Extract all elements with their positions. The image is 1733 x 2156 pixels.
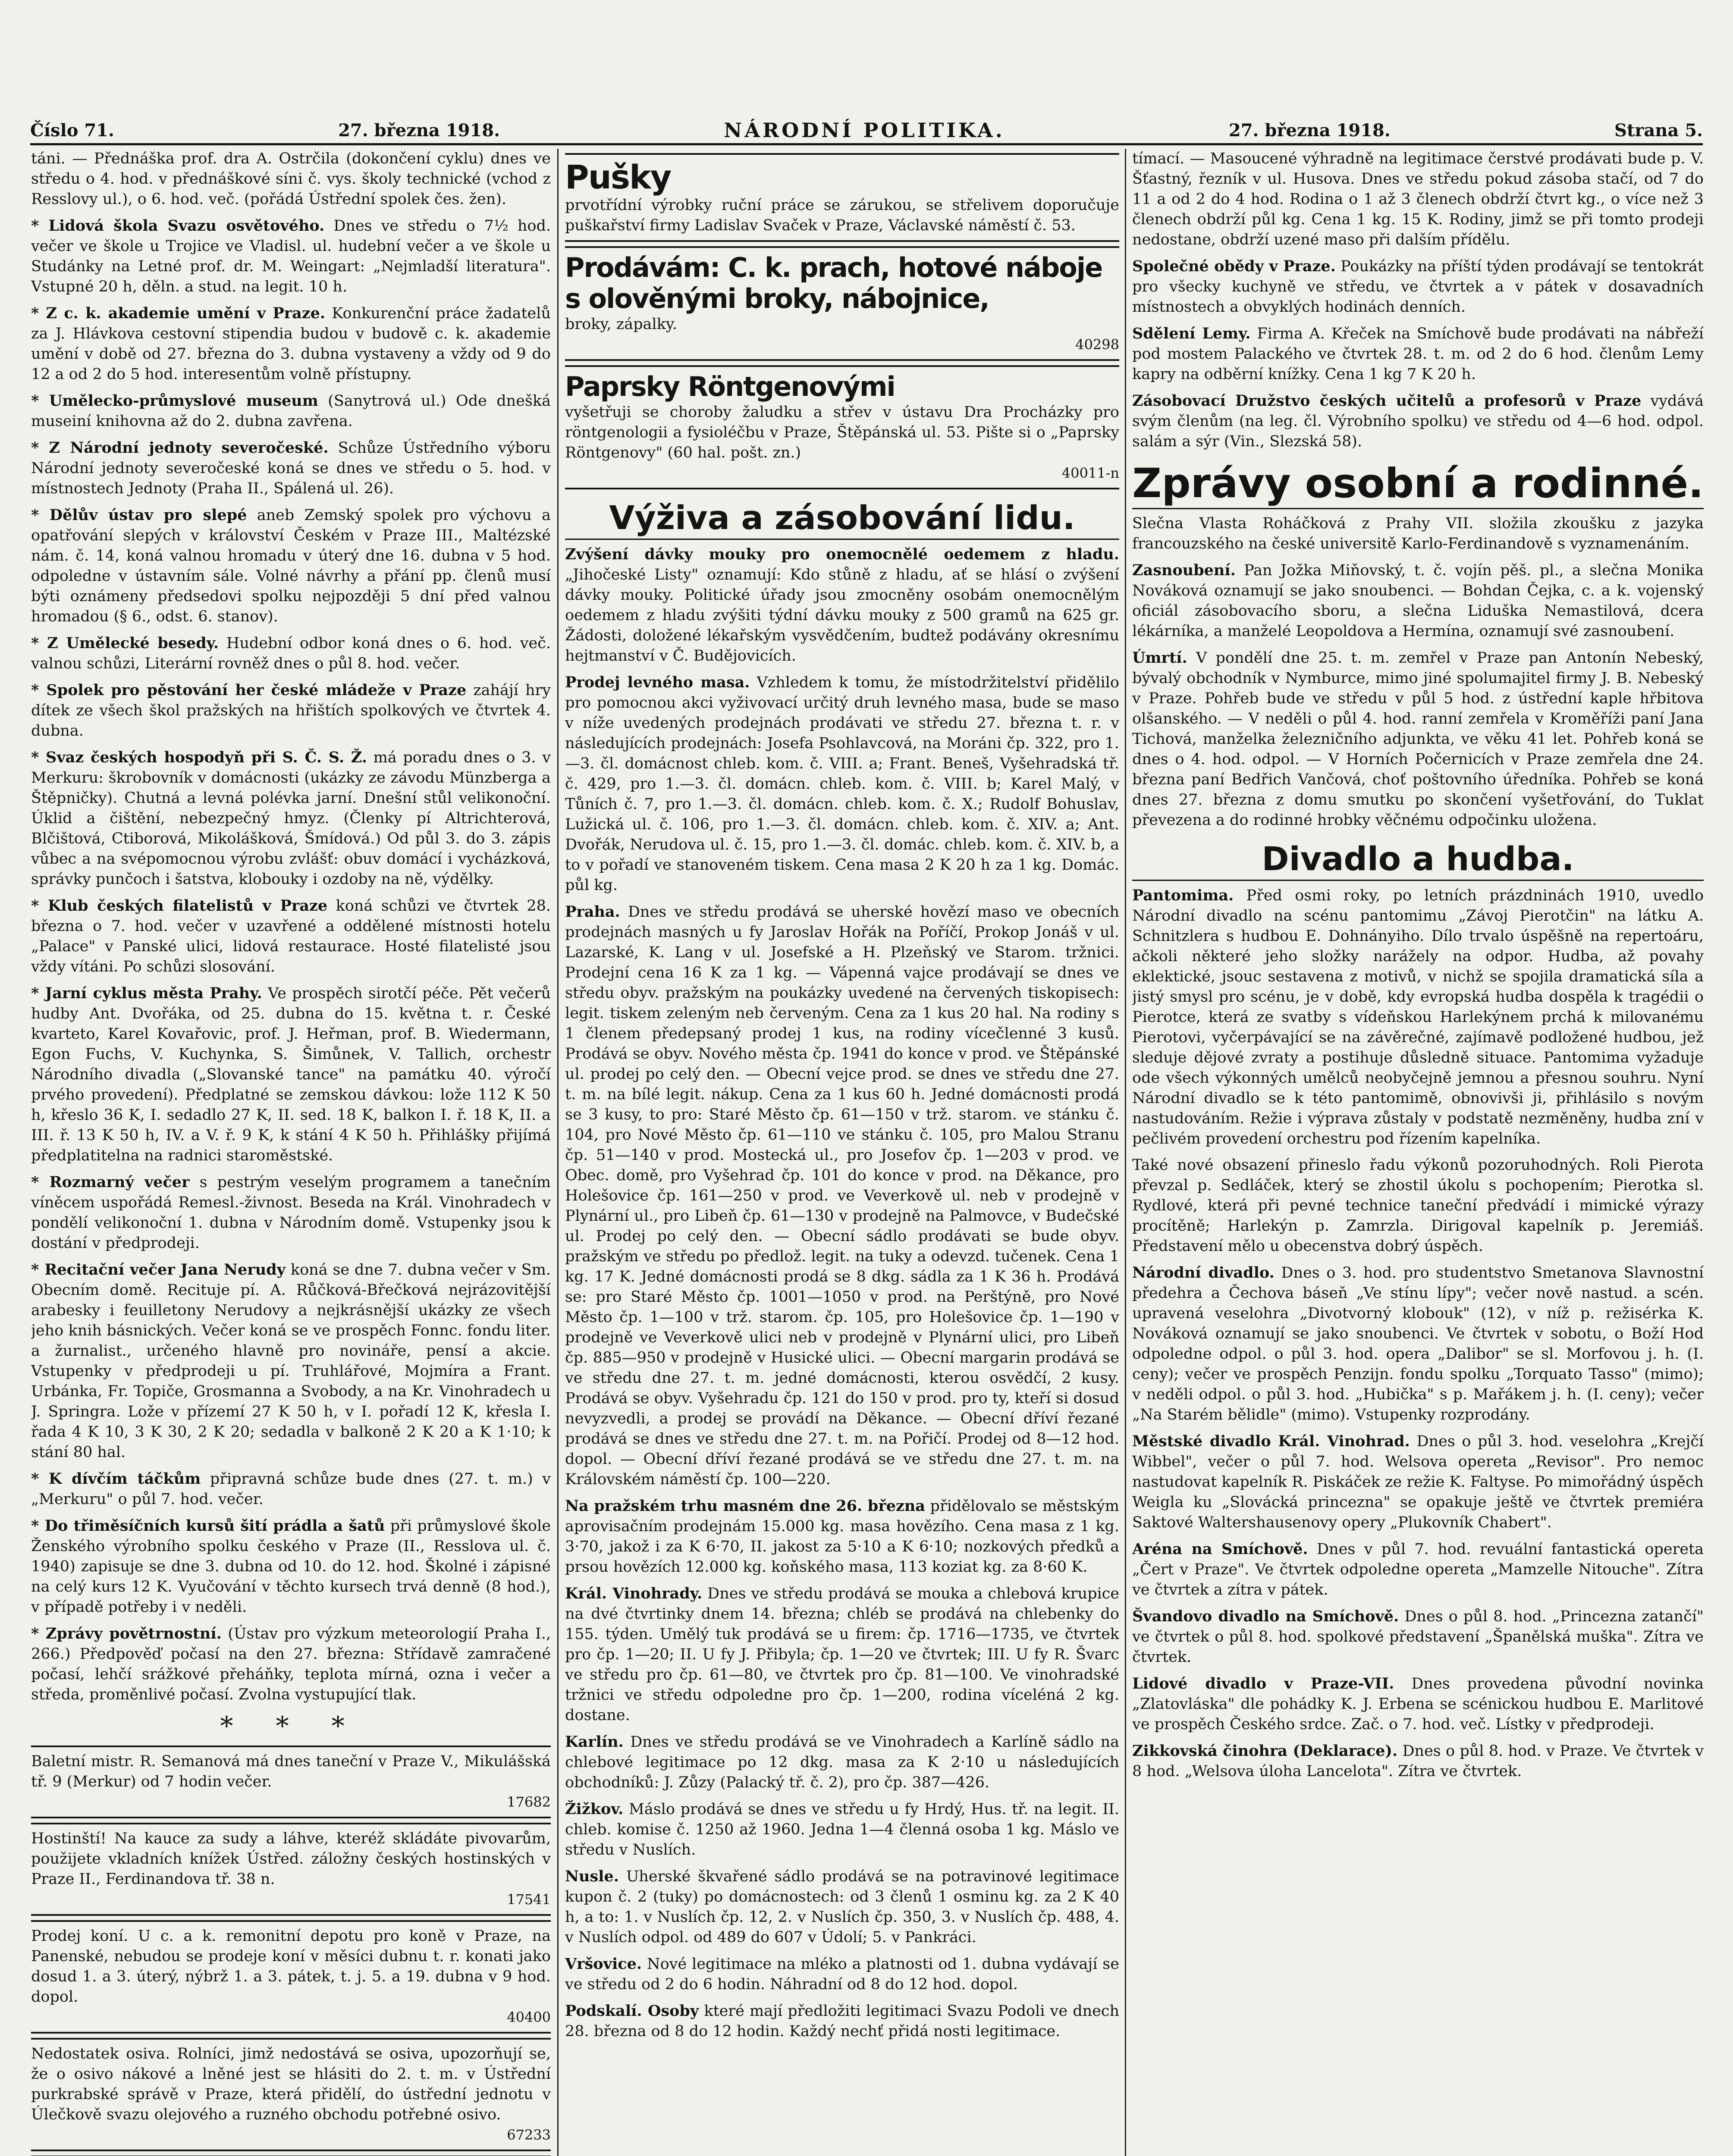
article-subhead: * Spolek pro pěstování her české mládeže v Praze	[31, 681, 467, 699]
article-text: Dnes ve středu prodává se ve Vinohradech a Karlíně sádlo na chlebové legitimace po 12 dkg. masa za K 2·10 u následujících obchodníků: J. Zůzy (Palacký tř. č. 2), pro čp. 387—426.	[565, 1733, 1119, 1791]
article-paragraph	[1132, 1539, 1704, 1600]
article-paragraph	[565, 1496, 1119, 1577]
ad-text: vyšetřuji se choroby žaludku a střev v ústavu Dra Procházky pro röntgenologii a fysioléčbu v Praze, Štěpánská ul. 53. Pište si o „Paprsky Röntgenovy" (60 hal. pošt. zn.)	[565, 404, 1119, 461]
ad-text: prvotřídní výrobky ruční práce se zárukou, se střelivem doporučuje puškařství firmy Ladislav Svaček v Praze, Václavské náměstí č. 53.	[565, 197, 1119, 234]
page-header	[30, 117, 1703, 145]
article-text: Uherské škvařené sádlo prodává se na potravinové legitimace kupon č. 2 (tuky) po domácnostech: od 3 členů 1 osminu kg. za 2 K 40 h, a to: 1. v Nuslích čp. 12, 2. v Nuslích čp. 350, 3. v Nuslích čp. 488, 4. v Nuslích odpol. od 489 do 607 v Údolí; 5. v Pankráci.	[565, 1868, 1119, 1946]
article-text: Nové legitimace na mléko a platnosti od 1. dubna vydávají se ve středu od 2 do 6 hodin. Náhradní od 8 do 12 hod. dopol.	[565, 1955, 1119, 1993]
article-subhead: Lidové divadlo v Praze-VII.	[1132, 1675, 1394, 1692]
article-paragraph	[565, 1799, 1119, 1860]
article-paragraph	[1132, 560, 1704, 642]
article-subhead: * Umělecko-průmyslové museum	[31, 392, 318, 410]
article-subhead: * Z Národní jednoty severočeské.	[31, 439, 329, 457]
ad-text: broky, zápalky.	[565, 316, 678, 333]
article-paragraph	[1132, 885, 1704, 1149]
article-paragraph	[31, 1260, 551, 1463]
article-text: s pestrým veselým programem a tanečním víněcem uspořádá Remesl.-živnost. Beseda na Král. Vinohradech v pondělí velikonoční 1. dubna v Národním domě. Vstupenky jsou k dostání v předprodeji.	[31, 1174, 551, 1252]
article-text: koná schůzi ve čtvrtek 28. března o 7. hod. večer v uzavřené a oddělené místnosti hotelu „Palace" v Panské ulici, lidová restaurace. Hosté filatelisté jsou vždy vítáni. Po schůzi slosování.	[31, 897, 551, 975]
article-text: (Sanytrová ul.) Ode dnešká museiní knihovna až do 2. dubna zavřena.	[31, 392, 551, 430]
ad-number: 40011-n	[1061, 465, 1119, 481]
article-paragraph	[31, 633, 551, 674]
header-date-left: 27. března 1918.	[338, 120, 500, 141]
ad-text: Baletní mistr. R. Semanová má dnes taneční v Praze V., Mikulášská tř. 9 (Merkur) od 7 hodin večer.	[31, 1753, 551, 1790]
article-paragraph	[565, 1866, 1119, 1948]
article-paragraph	[1132, 1431, 1704, 1533]
article-subhead: * Lidová škola Svazu osvětového.	[31, 217, 325, 235]
article-subhead: * K dívčím táčkům	[31, 1470, 201, 1488]
article-subhead: * Dělův ústav pro slepé	[31, 506, 247, 524]
article-subhead: Zásobovací Družstvo českých učitelů a profesorů v Praze	[1132, 392, 1642, 410]
article-paragraph	[31, 896, 551, 977]
ad-headline: Prodávám: C. k. prach, hotové náboje s olověnými broky, nábojnice,	[565, 252, 1102, 314]
article-subhead: Aréna na Smíchově.	[1132, 1540, 1308, 1558]
article-paragraph: Také nové obsazení přineslo řadu výkonů pozoruhodných. Roli Pierota převzal p. Sedláček, který se zhostil úkolu s pochopením; Pierotka sl. Rydlové, která při pevné technice taneční předvádí i mimické výrazy procítěně; Harlekýn p. Zamrzla. Dirigoval kapelník p. Jeremiáš. Představení mělo u obecenstva dobrý úspěch.	[1132, 1156, 1704, 1255]
ad-number: 67233	[507, 2127, 551, 2143]
article-subhead: Král. Vinohrady.	[565, 1585, 703, 1602]
article-text: které mají předložiti legitimaci Svazu Podoli ve dnech 28. března od 8 do 12 hodin. Každý nechť přidá nosti legitimace.	[565, 2002, 1119, 2040]
article-paragraph: Slečna Vlasta Roháčková z Prahy VII. složila zkoušku z jazyka francouzského na české universitě Karlo-Ferdinandově s vyznamenáním.	[1132, 515, 1704, 552]
article-text: Vzhledem k tomu, že místodržitelství přidělilo pro pomocnou akci vyživovací určitý druh levného masa, bude se maso v níže uvedených prodejnách prodávati ve středu 27. března t. r. v následujících prodejnách: Josefa Psohlavcová, na Moráni čp. 322, pro 1.—3. čl. domácnost chleb. kom. č. VIII. a; Frant. Beneš, Vyšehradská tř. č. 429, pro 1.—3. čl. domácn. chleb. kom. č. VIII. b; Karel Malý, v Tůních č. 7, pro 1.—3. čl. domácn. chleb. kom. č. X.; Rudolf Bohuslav, Lužická ul. č. 106, pro 1.—3. čl. domácn. chleb. kom. č. XIV. a; Ant. Dvořák, Nerudova ul. č. 15, pro 1.—3. čl. domác. chleb. kom. č. XIV. b, a to v pořadí ve stanoveném tiskem. Cena masa 2 K 20 h za 1 kg. Domác. půl kg.	[565, 674, 1119, 894]
article-paragraph: tímací. — Masoucené výhradně na legitimace čerstvé prodávati bude p. V. Šťastný, řezník v ul. Husova. Dnes ve středu pokud zásoba stačí, od 7 do 11 a od 2 do 4 hod. Rodina o 1 až 3 členech obdrží čtvrt kg., o více než 3 členech obdrží půl kg. Cena 1 kg. 15 K. Rodiny, jimž se při tomto prodeji nedostane, obdrží uzené maso při dalším přídělu.	[1132, 150, 1704, 248]
page-number: Strana 5.	[1614, 120, 1703, 141]
article-subhead: Karlín.	[565, 1733, 624, 1751]
article-text: Máslo prodává se dnes ve středu u fy Hrdý, Hus. tř. na legit. II. chleb. komise č. 1250 až 1960. Jedna 1—4 členná osoba 1 kg. Máslo ve středu v Nuslích.	[565, 1801, 1119, 1858]
article-paragraph	[565, 2001, 1119, 2042]
article-text: Poukázky na příští týden prodávají se tentokrát pro všecky kuchyně ve středu, ve čtvrtek a v pátek v dosavadních místnostech a obvyklých hodinách denních.	[1132, 258, 1704, 316]
article-text: Dnes o půl 3. hod. veselohra „Krejčí Wibbel", večer o půl 7. hod. Welsova opereta „Revisor". Pro nemoc nastudovat kapelník R. Piskáček ze režie K. Faltyse. Po mimořádný úspěch Weigla ku „Slovácká princezna" se opakuje ještě ve čtvrtek premiéra Saktové Waltershausenovy opery „Plukovník Chabert".	[1132, 1433, 1704, 1531]
article-paragraph	[1132, 1673, 1704, 1735]
article-paragraph	[1132, 1741, 1704, 1782]
article-subhead: Podskalí. Osoby	[565, 2002, 699, 2020]
article-text: Dnes provedena původní novinka „Zlatovláska" dle pohádky K. J. Erbena se scénickou hudbou E. Marlitové ve prospěch Českého srdce. Zač. o 7. hod. več. Lístky v předprodeji.	[1132, 1675, 1704, 1733]
article-paragraph	[31, 391, 551, 432]
article-text: Dnes o půl 8. hod. „Princezna zatančí" ve čtvrtek o půl 8. hod. spolkové představení „Španělská muška". Zítra ve čtvrtek.	[1132, 1608, 1704, 1666]
article-subhead: Zikkovská činohra (Deklarace).	[1132, 1742, 1398, 1760]
masthead: NÁRODNÍ POLITIKA.	[724, 119, 1005, 142]
article-paragraph	[1132, 323, 1704, 385]
article-subhead: Národní divadlo.	[1132, 1264, 1275, 1282]
column-2	[565, 149, 1119, 2156]
article-paragraph	[31, 1623, 551, 1705]
article-subhead: Vršovice.	[565, 1955, 642, 1973]
ad-headline: Paprsky Röntgenovými	[565, 371, 895, 402]
ad-text: Hostinští! Na kauce za sudy a láhve, kteréž skládáte pivovarům, použijete vkladních knížek Ústřed. záložny českých hostinských v Praze II., Ferdinandova tř. 38 n.	[31, 1830, 551, 1888]
article-subhead: * Svaz českých hospodyň při S. Č. S. Ž.	[31, 749, 367, 766]
ad-number: 17541	[507, 1891, 551, 1908]
article-subhead: * Z Umělecké besedy.	[31, 634, 219, 652]
classified-ad	[565, 246, 1119, 361]
article-subhead: Pantomima.	[1132, 887, 1234, 904]
classified-ad	[31, 1745, 551, 1818]
article-text: koná se dne 7. dubna večer v Sm. Obecním domě. Recituje pí. A. Růčková-Břečková nejrázovitější arabesky i feuilletony Nerudovy a nejkrásnější ukázky ze všech jeho knih básnických. Večer koná se ve prospěch Fonnc. fondu liter. a žurnalist., určeného hlavně pro novináře, pensí a akcie. Vstupenky v předprodeji u pí. Truhlářové, Mojmíra a Frant. Urbánka, Fr. Topiče, Grosmanna a Svobody, a na Kr. Vinohradech u J. Springra. Lože v přízemí 27 K 50 h, v I. pořadí 12 K, křesla I. řada 4 K 10, 3 K 30, 2 K 20; sedadla v balkoně 2 K 20 a K 1·10; k stání 80 hal.	[31, 1261, 551, 1461]
article-text: přidělovalo se městským aprovisačním prodejnám 15.000 kg. masa hovězího. Cena masa z 1 kg. 3·70, jakož i za K 6·70, II. jakost za 5·10 a K 6·10; nozkových předků a prsou hovězích 12.000 kg. koňského masa, 113 koziat kg. za 8·60 K.	[565, 1498, 1119, 1576]
article-paragraph	[31, 1172, 551, 1253]
article-paragraph	[31, 747, 551, 890]
article-paragraph	[565, 544, 1119, 666]
issue-number: Číslo 71.	[30, 120, 114, 141]
section-title: Zprávy osobní a rodinné.	[1132, 460, 1704, 509]
article-text: (Ústav pro výzkum meteorologií Praha I., 266.) Předpověď počasí na den 27. března: Střídavě zamračené počasí, lehčí srážkové přeháňky, teplota mírná, ozna i večer a středa, proměnlivé počasí. Zvolna vystupující tlak.	[31, 1625, 551, 1703]
article-paragraph	[565, 1583, 1119, 1726]
article-text: má poradu dnes o 3. v Merkuru: škrobovník v domácnosti (ukázky ze závodu Münzberga a Štěpničky). Chutná a levná polévka jarní. Dnešní stůl velikonoční. Úklid a čištění, nebezpečný hmyz. (Členky pí Altrichterová, Blčištová, Ctiborová, Mikolášková, Šmídová.) Od půl 3. do 3. zápis vůbec a na svépomocnou výrobu zvlášť: obuv domácí i vycházková, správky punčoch i šatstva, klobouky i ozdoby na ně, výdělky.	[31, 749, 551, 888]
article-subhead: Švandovo divadlo na Smíchově.	[1132, 1608, 1399, 1625]
article-text: připravná schůze bude dnes (27. t. m.) v „Merkuru" o půl 7. hod. večer.	[31, 1470, 551, 1508]
article-subhead: Úmrtí.	[1132, 649, 1187, 667]
article-subhead: Praha.	[565, 903, 620, 921]
ad-text: Prodej koní. U c. a k. remonitní depotu pro koně v Praze, na Panenské, nebudou se prodeje koní v měsíci dubnu t. r. konati jako dosud 1. a 3. úterý, nýbrž 1. a 3. pátek, t. j. 5. a 19. dubna v 9 hod. dopol.	[31, 1927, 551, 2006]
column-rule	[1125, 149, 1126, 2156]
article-paragraph	[31, 1516, 551, 1617]
article-subhead: * Recitační večer Jana Nerudy	[31, 1261, 286, 1279]
article-text: Schůze Ústředního výboru Národní jednoty severočeské koná se dnes ve středu o 5. hod. v místnostech Jednoty (Praha II., Spálená ul. 26).	[31, 439, 551, 497]
article-paragraph	[31, 216, 551, 297]
article-text: V pondělí dne 25. t. m. zemřel v Praze pan Antonín Nebeský, bývalý obchodník v Nymburce, mimo jiné spolumajitel firmy J. B. Nebeský v Praze. Pohřeb bude ve středu v půl 5 hod. z ústřední kaple hřbitova olšanského. — V neděli o půl 4. hod. ranní zemřela v Kroměříži paní Jana Tichová, manželka železničního adjunkta, ve věku 41 let. Pohřeb koná se dnes o 4. hod. odpol. — V Horních Počernicích v Praze zemřela dne 24. března paní Bedřich Vančová, choť poštovního úředníka. Pohřeb se koná dnes 27. března z domu smutku po skončení vyšetřování, do Tuklat převezena a do rodinné hrobky věčnému odpočinku uložena.	[1132, 649, 1704, 829]
article-paragraph	[1132, 391, 1704, 452]
article-subhead: * Do třiměsíčních kursů šití prádla a šatů	[31, 1517, 385, 1535]
article-paragraph	[565, 1732, 1119, 1793]
article-text: Dnes o 3. hod. pro studentstvo Smetanova Slavnostní předehra a Čechova báseň „Ve stínu lípy"; večer nově nastud. a scén. upravená veselohra „Divotvorný klobouk" (12), v níž p. režisérka K. Nováková oznamují se jako snoubenci. Ve čtvrtek v sobotu, o Boží Hod odpoledne odpol. o půl 3. hod. opera „Dalibor" se sl. Morfovou j. h. (I. ceny); večer ve prospěch Penzijn. fondu spolku „Torquato Tasso" (mimo); v neděli odpol. o půl 3. hod. „Hubička" s p. Mařákem j. h. (I. ceny); večer „Na Starém bělidle" (mimo). Vstupenky rozprodány.	[1132, 1264, 1704, 1423]
article-text: Firma A. Křeček na Smíchově bude prodávati na nábřeží pod mostem Palackého ve čtvrtek 28. t. m. od 2 do 6 hod. členům Lemy kapry na odběrní knížky. Cena 1 kg 7 K 20 h.	[1132, 325, 1704, 383]
article-subhead: * Klub českých filatelistů v Praze	[31, 897, 328, 915]
article-paragraph	[31, 438, 551, 499]
article-text: Dnes ve středu prodává se uherské hovězí maso ve obecních prodejnách masných u fy Jaroslav Hořák na Poříčí, Prokop Jonáš v ul. Lazarské, K. Lang v ul. Josefské a H. Plzeňský ve Starom. tržnici. Prodejní cena 16 K za 1 kg. — Vápenná vajce prodávají se dnes ve středu obyv. pražským na poukázky uvedené na červených tiskopisech: legit. tiskem zeleným neb červeným. Cena za 1 kus 20 hal. Na rodiny s 1 členem předepsaný prodej 1 kus, na rodiny vícečlenné 3 kusů. Prodává se obyv. Nového města čp. 1941 do konce v prod. ve Štěpánské ul. prodej po celý den. — Obecní vejce prod. se dnes ve středu dne 27. t. m. na bílé legit. nákup. Cena za 1 kus 60 h. Jedné domácnosti prodá se 3 kusy, to pro: Staré Město čp. 61—150 v trž. starom. ve stánku č. 104, pro Nové Město čp. 61—110 ve stánku č. 105, pro Malou Stranu čp. 51—140 v prod. Mostecká ul., pro Josefov čp. 1—203 v prod. ve Obec. domě, pro Vyšehrad čp. 101 do konce v prod. na Děkance, pro Holešovice čp. 161—250 v prod. ve Veverkově ul. neb v prodejně v Plynární ul., pro Libeň čp. 61—130 v prodejně na Palmovce, v Budečské ul. Prodej po celý den. — Obecní sádlo prodávati se bude obyv. pražským ve středu po předlož. legit. na tuky a odevzd. tučenek. Cena 1 kg. 17 K. Jedné domácnosti prodá se 8 dkg. sádla za 1 K 36 h. Prodává se: pro Staré Město čp. 1001—1050 v prod. na Perštýně, pro Nové Město čp. 1—100 v trž. starom. čp. 105, pro Holešovice čp. 1—190 v prodejně ve Veverkově ulici neb v prodejně v Plynární ulici, pro Libeň čp. 885—950 v prodejně v Husické ulici. — Obecní margarin prodává se ve středu dne 27. t. m. jedné domácnosti, kterou osvědčí, 2 kusy. Prodává se obyv. Vyšehradu čp. 121 do 150 v prod. pro ty, kteří si dosud nevyzvedli, a prodej se provádí na Děkance. — Obecní dříví řezané prodává se dnes ve středu dne 27. t. m. na Pořičí. Prodej od 8—12 hod. dopol. — Obecní dříví řezané prodává se ve středu dne 27. t. m. na Královském náměstí čp. 100—220.	[565, 903, 1119, 1488]
separator-asterisks: * * *	[220, 1711, 362, 1741]
classified-ad	[565, 365, 1119, 489]
article-text: vydává svým členům (na leg. čl. Výrobního spolku) ve středu od 4—6 hod. odpol. salám a sýr (Vin., Slezská 58).	[1132, 392, 1704, 450]
article-subhead: Prodej levného masa.	[565, 674, 750, 691]
classified-ad	[31, 1920, 551, 2034]
article-subhead: Zvýšení dávky mouky pro onemocnělé oedemem z hladu.	[565, 545, 1119, 563]
ad-number: 40400	[507, 2009, 551, 2025]
header-date-right: 27. března 1918.	[1228, 120, 1391, 141]
classified-ad	[565, 153, 1119, 242]
article-subhead: Nusle.	[565, 1868, 619, 1885]
classified-ad	[31, 1823, 551, 1916]
article-paragraph	[1132, 648, 1704, 830]
article-paragraph	[565, 1954, 1119, 1995]
section-title: Divadlo a hudba.	[1132, 838, 1704, 881]
article-subhead: Sdělení Lemy.	[1132, 325, 1251, 342]
article-subhead: Žižkov.	[565, 1800, 624, 1818]
ad-number: 40298	[1075, 336, 1119, 353]
article-paragraph	[1132, 1263, 1704, 1425]
article-paragraph	[565, 902, 1119, 1490]
article-text: Dnes o půl 8. hod. v Praze. Ve čtvrtek v 8 hod. „Welsova úloha Lancelota". Zítra ve čtvrtek.	[1132, 1742, 1704, 1780]
article-paragraph	[31, 983, 551, 1166]
article-subhead: * Jarní cyklus města Prahy.	[31, 984, 262, 1002]
article-subhead: * Zprávy povětrnostní.	[31, 1625, 222, 1642]
article-paragraph	[31, 505, 551, 627]
article-paragraph	[31, 680, 551, 741]
article-text: aneb Zemský spolek pro výchovu a opatřování slepých v království Českém v Praze III., Maltézské nám. č. 14, koná valnou hromadu v úterý dne 16. dubna v 5 hod. odpoledne v ústavním sále. Volné návrhy a přání pp. členů musí býti oznámeny předsedovi spolku nejpozději 5 dní před valnou hromadou (§ 6., odst. 6. stanov).	[31, 507, 551, 625]
column-rule	[557, 149, 559, 2156]
column-3	[1132, 149, 1704, 2156]
article-subhead: Městské divadlo Král. Vinohrad.	[1132, 1432, 1410, 1450]
article-subhead: Na pražském trhu masném dne 26. března	[565, 1497, 925, 1515]
article-paragraph	[565, 672, 1119, 896]
article-paragraph	[31, 303, 551, 385]
article-paragraph	[1132, 256, 1704, 317]
article-subhead: Zasnoubení.	[1132, 561, 1236, 579]
article-text: Konkurenční práce žadatelů za J. Hlávkova cestovní stipendia budou v budově c. k. akademie umění v době od 27. března do 3. dubna vystaveny a vždy od 9 do 12 a od 2 do 5 hod. interesentům volně přístupny.	[31, 305, 551, 383]
section-title: Výživa a zásobování lidu.	[565, 497, 1119, 540]
article-paragraph	[1132, 1606, 1704, 1667]
article-paragraph: táni. — Přednáška prof. dra A. Ostrčila (dokončení cyklu) dnes ve středu o 4. hod. v přednáškové síni č. vys. školy technické (vchod z Resslovy ul.), o 6. hod. več. (pořádá Ústřední spolek čes. žen).	[31, 150, 551, 208]
ad-headline: Pušky	[565, 158, 671, 196]
article-paragraph	[31, 1469, 551, 1510]
article-text: Dnes ve středu prodává se mouka a chlebová krupice na dvé čtvrtinky dnem 14. března; chléb se prodává na chlebenky do 155. týden. Umělý tuk prodává se u firem: čp. 1716—1735, ve čtvrtek pro čp. 1—20; II. U fy J. Přibyla; čp. 1—20 ve čtvrtek; III. U fy R. Švarc ve středu pro čp. 61—80, ve čtvrtek pro čp. 81—100. Ve vinohradské tržnici ve středu odpoledne pro čp. 1—200, rodina víceléná 2 kg. dostane.	[565, 1585, 1119, 1724]
ad-number: 17682	[507, 1794, 551, 1810]
classified-ad	[31, 2038, 551, 2151]
article-text: Pan Jožka Miňovský, t. č. vojín pěš. pl., a slečna Monika Nováková oznamují se jako snoubenci. — Bohdan Čejka, c. a k. vojenský oficiál zásobovacího sboru, a slečna Liduška Nemastilová, dcera lékárníka, a manželé Leopoldova a Hermína, oznamují své zasnoubení.	[1132, 562, 1704, 640]
article-text: Hudební odbor koná dnes o 6. hod. več. valnou schůzi, Literární rovněž dnes o půl 8. hod. večer.	[31, 635, 551, 672]
article-text: Před osmi roky, po letních prázdninách 1910, uvedlo Národní divadlo na scénu pantomimu „Závoj Pierotčin" na látku A. Schnitzlera s hudbou E. Dohnányiho. Dílo trvalo úspěšně na repertoáru, ačkoli některé jeho složky narážely na odpor. Hudba, až povahy eklektické, jsouc sestavena z motivů, v nichž se spojila dramatická síla a jistý smysl pro scénu, je v době, kdy evropská hudba dospěla k tragédii o Pierotce, která ze svatby s vídeňskou Harlekýnem prchá k milovanému Pierotovi, vyčerpávající se na závěrečné, zajímavě podložené hudbou, jež sleduje dějové zvraty a postihuje důsledně situace. Pantomima vyžaduje ode všech výkonných umělců neobyčejně jemnou a přesnou souhru. Nyní Národní divadlo se k této pantomimě, obnovivši ji, přihlásilo s novým nastudováním. Režie i výprava zůstaly v podstatě nezměněny, hudba zní v pečlivém provedení orchestru pod řízením kapelníka.	[1132, 887, 1704, 1147]
column-1	[31, 149, 551, 2156]
article-text: Dnes v půl 7. hod. revuální fantastická opereta „Čert v Praze". Ve čtvrtek odpoledne opereta „Mamzelle Nitouche". Zítra ve čtvrtek a zítra v pátek.	[1132, 1541, 1704, 1598]
article-subhead: Společné obědy v Praze.	[1132, 257, 1336, 275]
article-text: při průmyslové škole Ženského výrobního spolku českého v Praze (II., Resslova ul. č. 1940) zapisuje se dne 3. dubna od 10. do 12. hod. Školné i zápisné na celý kurs 12 K. Vyučování v těchto kursech trvá denně (8 hod.), v případě potřeby i v neděli.	[31, 1517, 551, 1616]
article-subhead: * Rozmarný večer	[31, 1173, 190, 1191]
article-subhead: * Z c. k. akademie umění v Praze.	[31, 304, 326, 322]
article-text: Ve prospěch sirotčí péče. Pět večerů hudby Ant. Dvořáka, od 25. dubna do 15. května t. r. České kvarteto, Karel Kovařovic, prof. J. Heřman, prof. B. Wiedermann, Egon Fuchs, V. Kuchynka, S. Šimůnek, V. Tallich, orchestr Národního divadla („Slovanské tance" na památku 40. výročí prvého provedení). Předplatné se zemskou dávkou: lože 112 K 50 h, křeslo 36 K, I. sedadlo 27 K, II. sed. 18 K, balkon I. ř. 18 K, II. a III. ř. 13 K 50 h, IV. a V. ř. 9 K, k stání 4 K 50 h. Přihlášky přijímá předplatitelna na radnici staroměstské.	[31, 985, 551, 1164]
ad-text: Nedostatek osiva. Rolníci, jimž nedostává se osiva, upozorňují se, že o osivo nákové a lněné jest se hlásiti do 2. t. m. v Ústřední purkrabské správě v Praze, která přidělí, do ústřední jednotu v Úlečkově svazu olejového a ruzného obchodu potřebné osivo.	[31, 2045, 551, 2123]
article-text: „Jihočeské Listy" oznamují: Kdo stůně z hladu, ať se hlásí o zvýšení dávky mouky. Politické úřady jsou zmocněny osobám onemocnělým oedemem z hladu zvýšiti týdní dávku mouky z 500 gramů na 625 gr. Žádosti, doložené lékařským vysvědčením, budtež podávány okresnímu hejtmanství v Č. Budějovicích.	[565, 566, 1119, 664]
article-text: Dnes ve středu o 7½ hod. večer ve škole u Trojice ve Vladisl. ul. hudební večer a ve škole u Studánky na Letné prof. dr. M. Weingart: „Nejmladší literatura". Vstupné 20 h, děln. a stud. na legit. 10 h.	[31, 217, 551, 295]
article-text: zahájí hry dítek ze všech škol pražských na hřištích spolkových ve čtvrtek 4. dubna.	[31, 682, 551, 740]
